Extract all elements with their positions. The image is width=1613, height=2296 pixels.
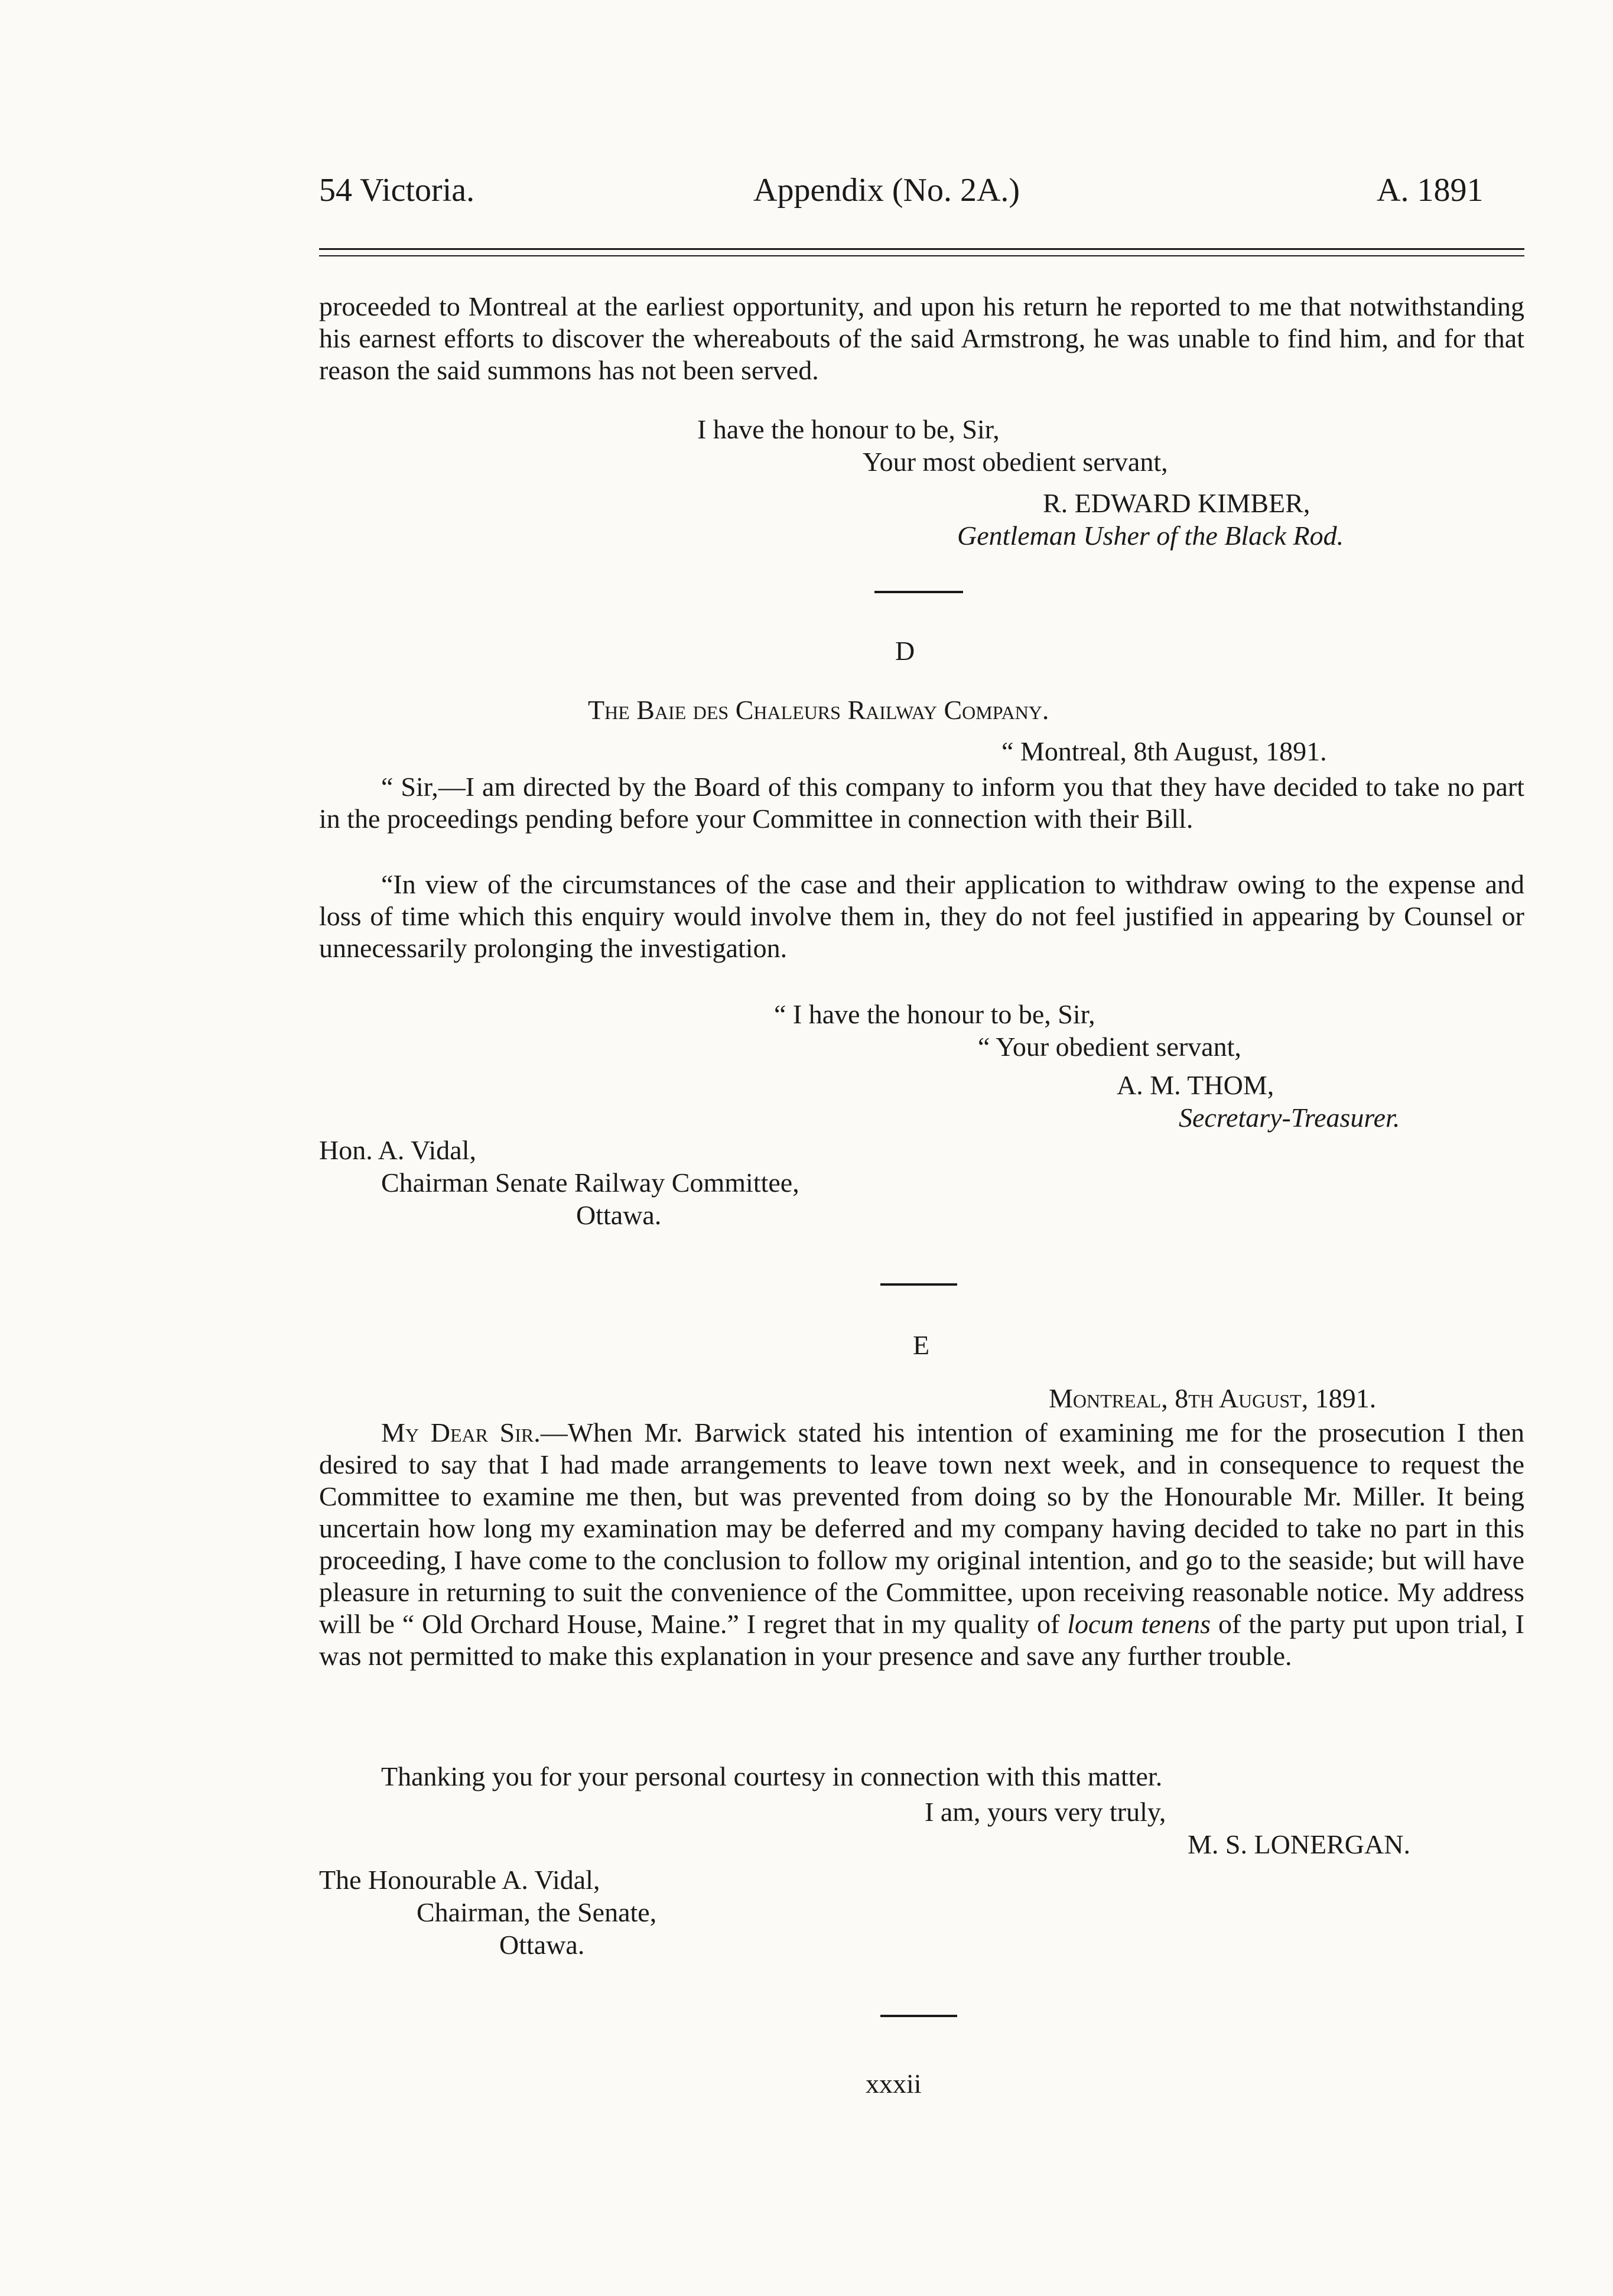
letter-c-closing-1: I have the honour to be, Sir, bbox=[697, 414, 1000, 444]
letter-d-label: D bbox=[895, 636, 915, 666]
section-divider bbox=[880, 2015, 957, 2017]
letter-d-closing-2: “ Your obedient servant, bbox=[978, 1032, 1241, 1062]
letter-d-signatory-title: Secretary-Treasurer. bbox=[1179, 1103, 1400, 1133]
letter-e-addressee-3: Ottawa. bbox=[499, 1930, 585, 1960]
letter-e-paragraph-1 bbox=[319, 1417, 1524, 1672]
letter-e-closing: I am, yours very truly, bbox=[925, 1797, 1166, 1827]
letter-e-label: E bbox=[913, 1330, 930, 1360]
letter-d-addressee-2: Chairman Senate Railway Committee, bbox=[381, 1167, 799, 1198]
header-center: Appendix (No. 2A.) bbox=[753, 172, 1020, 209]
letter-d-paragraph-2: “In view of the circumstances of the case and their application to withdraw owing to the expense and loss of time which this enquiry would involve them in, they do not feel justified in appearing by Counsel or unnecessarily prolonging the investigation. bbox=[319, 869, 1524, 963]
letter-e-latin-phrase: locum tenens bbox=[1067, 1609, 1211, 1639]
letter-e-dateline: Montreal, 8th August, 1891. bbox=[1049, 1383, 1377, 1413]
letter-d-addressee-1: Hon. A. Vidal, bbox=[319, 1135, 477, 1165]
section-divider bbox=[880, 1283, 957, 1286]
header-rule-bottom bbox=[319, 255, 1524, 256]
letter-e-paragraph-2: Thanking you for your personal courtesy in connection with this matter. bbox=[381, 1761, 1163, 1791]
section-divider bbox=[874, 591, 963, 593]
letter-d-paragraph-1: “ Sir,—I am directed by the Board of this company to inform you that they have decided to take no part in the proceedings pending before your Committee in connection with their Bill. bbox=[319, 772, 1524, 834]
letter-c-paragraph: proceeded to Montreal at the earliest opportunity, and upon his return he reported to me that notwithstanding his earnest efforts to discover the whereabouts of the said Armstrong, he was unable to find him, and for that reason the said summons has not been served. bbox=[319, 291, 1524, 385]
letter-e-body-tail: of the party put upon trial, I was not permitted to make this explanation in your presence and save any further trouble. bbox=[319, 1609, 1524, 1671]
letter-e-body: —When Mr. Barwick stated his intention of examining me for the prosecution I then desired to say that I had made arrangements to leave town next week, and in consequence to request the Committee to examine me then, but was prevented from doing so by the Honourable Mr. Miller. It being uncertain how long my examination may be deferred and my company having decided to take no part in this proceeding, I have come to the conclusion to follow my original intention, and go to the seaside; but will have pleasure in returning to suit the convenience of the Committee, upon receiving reasonable notice. My address will be “ Old Orchard House, Maine.” I regret that in my quality of bbox=[319, 1417, 1524, 1639]
page-number: xxxii bbox=[866, 2069, 922, 2099]
letter-d-dateline: “ Montreal, 8th August, 1891. bbox=[1001, 736, 1327, 766]
letter-d-addressee-3: Ottawa. bbox=[576, 1200, 662, 1230]
letter-e-addressee-2: Chairman, the Senate, bbox=[417, 1897, 657, 1927]
letter-e-salutation: My Dear Sir. bbox=[381, 1417, 541, 1448]
letter-d-closing-1: “ I have the honour to be, Sir, bbox=[774, 999, 1095, 1029]
letter-e-addressee-1: The Honourable A. Vidal, bbox=[319, 1865, 600, 1895]
letter-c-signatory: R. EDWARD KIMBER, bbox=[1043, 488, 1310, 518]
letter-d-company: The Baie des Chaleurs Railway Company. bbox=[588, 695, 1049, 725]
header-right: A. 1891 bbox=[1377, 172, 1484, 209]
letter-c-closing-2: Your most obedient servant, bbox=[863, 447, 1168, 477]
header-rule-top bbox=[319, 248, 1524, 250]
letter-e-signatory: M. S. LONERGAN. bbox=[1188, 1829, 1410, 1859]
letter-c-signatory-title: Gentleman Usher of the Black Rod. bbox=[957, 521, 1344, 551]
letter-d-signatory: A. M. THOM, bbox=[1117, 1070, 1274, 1100]
header-left: 54 Victoria. bbox=[319, 172, 475, 209]
